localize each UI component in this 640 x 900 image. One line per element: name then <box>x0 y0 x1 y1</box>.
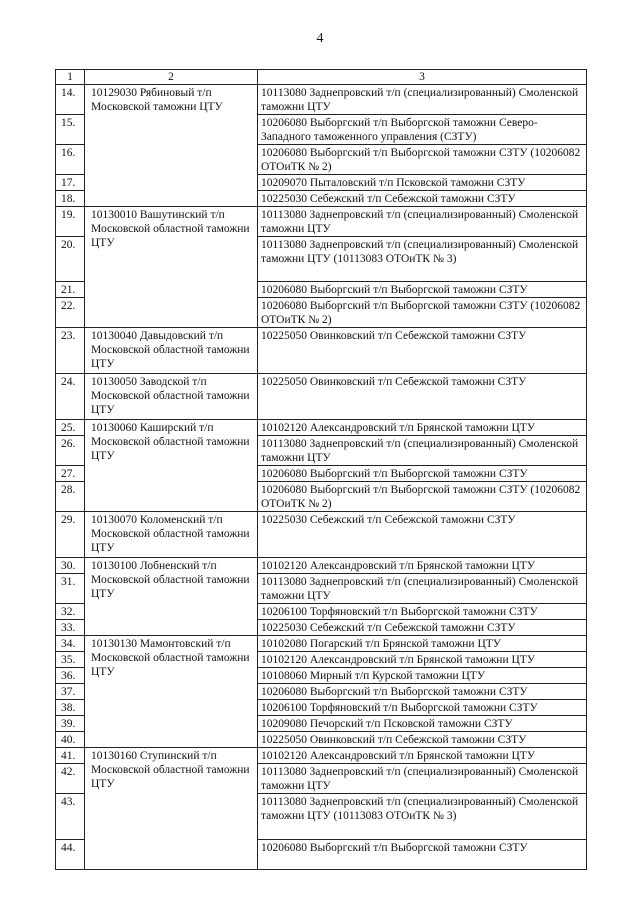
destination-office: 10113080 Заднепровский т/п (специализированный) Смоленской таможни ЦТУ (10113083 ОТОиТК № 3) <box>258 794 587 840</box>
row-number: 43. <box>56 794 85 840</box>
row-number: 34. <box>56 636 85 652</box>
header-col-3: 3 <box>258 70 587 85</box>
row-number: 21. <box>56 282 85 298</box>
origin-office: 10130040 Давыдовский т/п Московской областной таможни ЦТУ <box>85 328 258 374</box>
origin-office: 10130160 Ступинский т/п Московской областной таможни ЦТУ <box>85 748 258 870</box>
origin-office: 10130010 Вашутинский т/п Московской областной таможни ЦТУ <box>85 207 258 328</box>
table-row <box>56 328 587 374</box>
table-row <box>56 420 587 436</box>
row-number: 22. <box>56 298 85 328</box>
destination-office: 10108060 Мирный т/п Курской таможни ЦТУ <box>258 668 587 684</box>
table-row <box>56 558 587 574</box>
destination-office: 10225030 Себежский т/п Себежской таможни СЗТУ <box>258 191 587 207</box>
destination-office: 10113080 Заднепровский т/п (специализированный) Смоленской таможни ЦТУ <box>258 85 587 115</box>
destination-office: 10225050 Овинковский т/п Себежской таможни СЗТУ <box>258 328 587 374</box>
row-number: 25. <box>56 420 85 436</box>
row-number: 19. <box>56 207 85 237</box>
origin-office: 10130060 Каширский т/п Московской областной таможни ЦТУ <box>85 420 258 512</box>
row-number: 24. <box>56 374 85 420</box>
row-number: 29. <box>56 512 85 558</box>
destination-office: 10225050 Овинковский т/п Себежской таможни СЗТУ <box>258 732 587 748</box>
row-number: 32. <box>56 604 85 620</box>
table-body <box>56 85 587 870</box>
destination-office: 10206080 Выборгский т/п Выборгской таможни СЗТУ (10206082 ОТОиТК № 2) <box>258 298 587 328</box>
destination-office: 10206100 Торфяновский т/п Выборгской таможни СЗТУ <box>258 604 587 620</box>
destination-office: 10206080 Выборгский т/п Выборгской таможни СЗТУ (10206082 ОТОиТК № 2) <box>258 145 587 175</box>
row-number: 17. <box>56 175 85 191</box>
table-header-row <box>56 70 587 85</box>
destination-office: 10225050 Овинковский т/п Себежской таможни СЗТУ <box>258 374 587 420</box>
destination-office: 10102120 Александровский т/п Брянской таможни ЦТУ <box>258 748 587 764</box>
destination-office: 10206080 Выборгский т/п Выборгской таможни СЗТУ <box>258 466 587 482</box>
header-col-1: 1 <box>56 70 85 85</box>
row-number: 39. <box>56 716 85 732</box>
row-number: 35. <box>56 652 85 668</box>
destination-office: 10209070 Пыталовский т/п Псковской таможни СЗТУ <box>258 175 587 191</box>
table-row <box>56 207 587 237</box>
destination-office: 10206080 Выборгский т/п Выборгской таможни СЗТУ <box>258 840 587 870</box>
destination-office: 10102120 Александровский т/п Брянской таможни ЦТУ <box>258 652 587 668</box>
origin-office: 10130100 Лобненский т/п Московской областной таможни ЦТУ <box>85 558 258 636</box>
destination-office: 10102080 Погарский т/п Брянской таможни ЦТУ <box>258 636 587 652</box>
row-number: 18. <box>56 191 85 207</box>
table-row <box>56 748 587 764</box>
row-number: 41. <box>56 748 85 764</box>
row-number: 38. <box>56 700 85 716</box>
destination-office: 10102120 Александровский т/п Брянской таможни ЦТУ <box>258 420 587 436</box>
row-number: 20. <box>56 237 85 282</box>
origin-office: 10130130 Мамонтовский т/п Московской областной таможни ЦТУ <box>85 636 258 748</box>
table-row <box>56 374 587 420</box>
destination-office: 10225030 Себежский т/п Себежской таможни СЗТУ <box>258 512 587 558</box>
row-number: 27. <box>56 466 85 482</box>
origin-office: 10130070 Коломенский т/п Московской областной таможни ЦТУ <box>85 512 258 558</box>
row-number: 30. <box>56 558 85 574</box>
row-number: 31. <box>56 574 85 604</box>
page-number: 4 <box>316 31 324 46</box>
customs-offices-table <box>55 69 587 870</box>
row-number: 42. <box>56 764 85 794</box>
row-number: 26. <box>56 436 85 466</box>
header-col-2: 2 <box>85 70 258 85</box>
destination-office: 10206100 Торфяновский т/п Выборгской таможни СЗТУ <box>258 700 587 716</box>
destination-office: 10113080 Заднепровский т/п (специализированный) Смоленской таможни ЦТУ <box>258 574 587 604</box>
row-number: 33. <box>56 620 85 636</box>
destination-office: 10113080 Заднепровский т/п (специализированный) Смоленской таможни ЦТУ <box>258 207 587 237</box>
row-number: 28. <box>56 482 85 512</box>
destination-office: 10225030 Себежский т/п Себежской таможни СЗТУ <box>258 620 587 636</box>
row-number: 37. <box>56 684 85 700</box>
row-number: 15. <box>56 115 85 145</box>
destination-office: 10113080 Заднепровский т/п (специализированный) Смоленской таможни ЦТУ <box>258 436 587 466</box>
table-row <box>56 512 587 558</box>
table-row <box>56 85 587 115</box>
destination-office: 10206080 Выборгский т/п Выборгской таможни СЗТУ <box>258 684 587 700</box>
row-number: 16. <box>56 145 85 175</box>
destination-office: 10113080 Заднепровский т/п (специализированный) Смоленской таможни ЦТУ <box>258 764 587 794</box>
destination-office: 10102120 Александровский т/п Брянской таможни ЦТУ <box>258 558 587 574</box>
destination-office: 10206080 Выборгский т/п Выборгской таможни СЗТУ (10206082 ОТОиТК № 2) <box>258 482 587 512</box>
row-number: 40. <box>56 732 85 748</box>
destination-office: 10206080 Выборгский т/п Выборгской таможни Северо-Западного таможенного управления (СЗТУ) <box>258 115 587 145</box>
origin-office: 10129030 Рябиновый т/п Московской таможни ЦТУ <box>85 85 258 207</box>
row-number: 14. <box>56 85 85 115</box>
origin-office: 10130050 Заводской т/п Московской областной таможни ЦТУ <box>85 374 258 420</box>
row-number: 44. <box>56 840 85 870</box>
row-number: 23. <box>56 328 85 374</box>
destination-office: 10209080 Печорский т/п Псковской таможни СЗТУ <box>258 716 587 732</box>
table-row <box>56 636 587 652</box>
row-number: 36. <box>56 668 85 684</box>
destination-office: 10113080 Заднепровский т/п (специализированный) Смоленской таможни ЦТУ (10113083 ОТОиТК № 3) <box>258 237 587 282</box>
destination-office: 10206080 Выборгский т/п Выборгской таможни СЗТУ <box>258 282 587 298</box>
